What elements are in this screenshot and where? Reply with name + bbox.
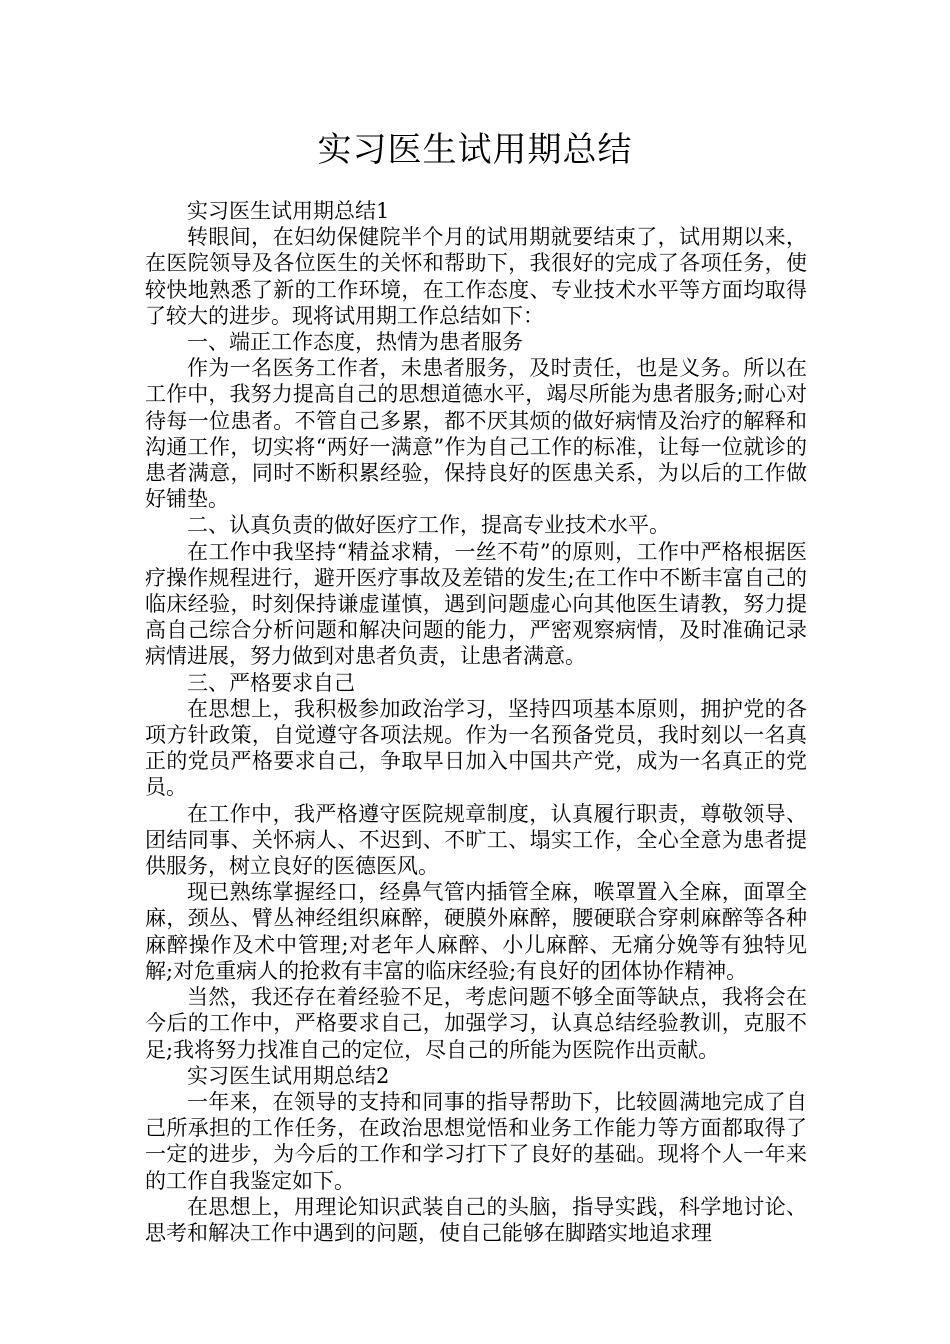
- paragraph: 转眼间，在妇幼保健院半个月的试用期就要结束了，试用期以来，在医院领导及各位医生的关怀和帮助下，我很好的完成了各项任务，使较快地熟悉了新的工作环境，在工作态度、专业技术水平等方面均取得了较大的进步。现将试用期工作总结如下：: [145, 225, 807, 328]
- paragraph: 在思想上，用理论知识武装自己的头脑，指导实践，科学地讨论、思考和解决工作中遇到的问题，使自己能够在脚踏实地追求理: [145, 1194, 807, 1245]
- paragraph: 当然，我还存在着经验不足，考虑问题不够全面等缺点，我将会在今后的工作中，严格要求自己，加强学习，认真总结经验教训，克服不足;我将努力找准自己的定位，尽自己的所能为医院作出贡献。: [145, 985, 807, 1062]
- paragraph: 作为一名医务工作者，未患者服务，及时责任，也是义务。所以在工作中，我努力提高自己的思想道德水平，竭尽所能为患者服务;耐心对待每一位患者。不管自己多累，都不厌其烦的做好病情及治疗的解释和沟通工作，切实将“两好一满意”作为自己工作的标准，让每一位就诊的患者满意，同时不断积累经验，保持良好的医患关系，为以后的工作做好铺垫。: [145, 356, 807, 512]
- paragraph: 一年来，在领导的支持和同事的指导帮助下，比较圆满地完成了自己所承担的工作任务，在政治思想觉悟和业务工作能力等方面都取得了一定的进步，为今后的工作和学习打下了良好的基础。现将个人一年来的工作自我鉴定如下。: [145, 1089, 807, 1193]
- section-heading: 一、端正工作态度，热情为患者服务: [187, 330, 523, 355]
- section-heading: 实习医生试用期总结1: [187, 199, 390, 223]
- paragraph: 在思想上，我积极参加政治学习，坚持四项基本原则，拥护党的各项方针政策，自觉遵守各项法规。作为一名预备党员，我时刻以一名真正的党员严格要求自己，争取早日加入中国共产党，成为一名真正的党员。: [145, 696, 807, 800]
- paragraph: 现已熟练掌握经口，经鼻气管内插管全麻，喉罩置入全麻，面罩全麻，颈丛、臂丛神经组织麻醉，硬膜外麻醉，腰硬联合穿刺麻醉等各种麻醉操作及术中管理;对老年人麻醉、小儿麻醉、无痛分娩等有独特见解;对危重病人的抢救有丰富的临床经验;有良好的团体协作精神。: [145, 880, 807, 983]
- paragraph: 在工作中，我严格遵守医院规章制度，认真履行职责，尊敬领导、团结同事、关怀病人、不迟到、不旷工、塌实工作，全心全意为患者提供服务，树立良好的医德医风。: [145, 801, 807, 879]
- section-heading: 实习医生试用期总结2: [187, 1063, 390, 1088]
- document-body: [145, 198, 807, 1246]
- section-heading: 二、认真负责的做好医疗工作，提高专业技术水平。: [187, 513, 670, 538]
- paragraph: 在工作中我坚持“精益求精，一丝不苟”的原则，工作中严格根据医疗操作规程进行，避开医疗事故及差错的发生;在工作中不断丰富自己的临床经验，时刻保持谦虚谨慎，遇到问题虚心向其他医生请教，努力提高自己综合分析问题和解决问题的能力，严密观察病情，及时准确记录病情进展，努力做到对患者负责，让患者满意。: [145, 539, 807, 669]
- section-heading: 三、严格要求自己: [187, 670, 355, 695]
- document-title: 实习医生试用期总结: [317, 130, 633, 170]
